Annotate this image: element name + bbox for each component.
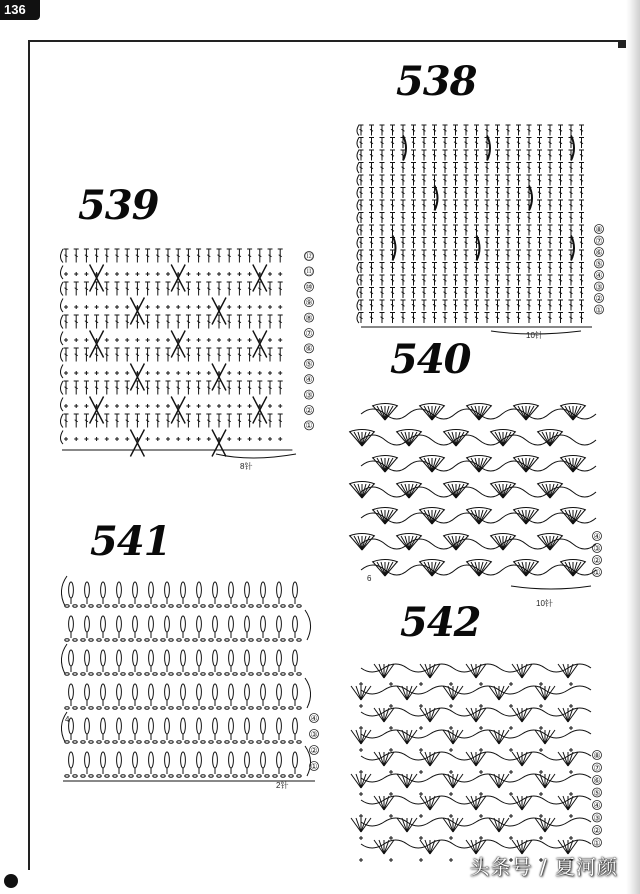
stitch-grid-539	[61, 249, 314, 458]
row-number: ⑥	[595, 247, 603, 257]
row-number: ⑨	[305, 298, 313, 307]
row-number: ②	[593, 555, 601, 565]
row-number: ③	[305, 390, 313, 400]
row-number: ④	[305, 375, 313, 384]
row-number: ⑦	[595, 236, 603, 246]
row-number: ④	[595, 270, 603, 280]
chart-542-svg	[355, 652, 605, 867]
chart-538	[355, 115, 605, 330]
row-number: ②	[310, 745, 318, 755]
frame-corner	[618, 40, 626, 48]
pattern-number-539: 539	[78, 182, 159, 229]
row-number: ⑥	[305, 344, 313, 354]
chart-542	[355, 652, 605, 867]
pattern-number-538: 538	[396, 58, 477, 105]
row-number: ④	[310, 713, 318, 723]
stitch-grid-538	[357, 125, 604, 334]
binding-hole	[4, 874, 18, 888]
chart-539	[58, 240, 320, 460]
row-number: ⑧	[595, 224, 603, 234]
watermark: 头条号 / 夏河颜	[469, 855, 618, 879]
row-number: ②	[305, 405, 313, 415]
chart-540-svg	[355, 388, 605, 588]
row-number: ⑪	[305, 267, 313, 277]
start-mark-541: 4	[65, 715, 70, 724]
row-number: ③	[593, 813, 601, 823]
stitch-grid-541	[61, 576, 318, 781]
row-number: ⑥	[593, 775, 601, 785]
chart-540	[355, 388, 605, 588]
start-mark-540: 6	[367, 574, 372, 583]
pattern-number-541: 541	[90, 518, 171, 565]
repeat-label-540: 10针	[536, 599, 553, 608]
row-number: ①	[310, 761, 318, 771]
stitch-grid-540	[349, 404, 602, 590]
chart-541	[55, 568, 325, 780]
row-number: ①	[593, 838, 601, 848]
row-number: ⑩	[305, 282, 313, 292]
row-number: ⑦	[305, 328, 313, 338]
page-number: 136	[0, 0, 40, 20]
row-number: ④	[593, 800, 601, 810]
chart-538-svg	[355, 115, 605, 330]
row-number: ①	[305, 421, 313, 431]
row-number: ⑦	[593, 763, 601, 773]
row-number: ⑤	[593, 788, 601, 798]
stitch-grid-542	[351, 664, 602, 862]
row-number: ①	[593, 567, 601, 577]
page-edge-shadow	[626, 0, 640, 894]
row-number: ①	[595, 305, 603, 315]
row-number: ②	[595, 293, 603, 303]
row-number: ④	[593, 531, 601, 541]
chart-541-svg	[55, 568, 325, 780]
repeat-label-541: 2针	[276, 781, 289, 790]
row-number: ②	[593, 825, 601, 835]
row-number: ⑤	[595, 259, 603, 269]
row-number: ③	[593, 543, 601, 553]
repeat-label-539: 8针	[240, 462, 253, 471]
row-number: ⑧	[305, 313, 313, 323]
pattern-number-542: 542	[400, 599, 481, 646]
row-number: ⑫	[305, 251, 313, 261]
chart-539-svg	[58, 240, 320, 460]
row-number: ③	[595, 282, 603, 292]
repeat-label-538: 10针	[526, 331, 543, 340]
row-number: ⑤	[305, 359, 313, 369]
pattern-number-540: 540	[390, 336, 471, 383]
row-number: ⑧	[593, 750, 601, 760]
row-number: ③	[310, 729, 318, 739]
